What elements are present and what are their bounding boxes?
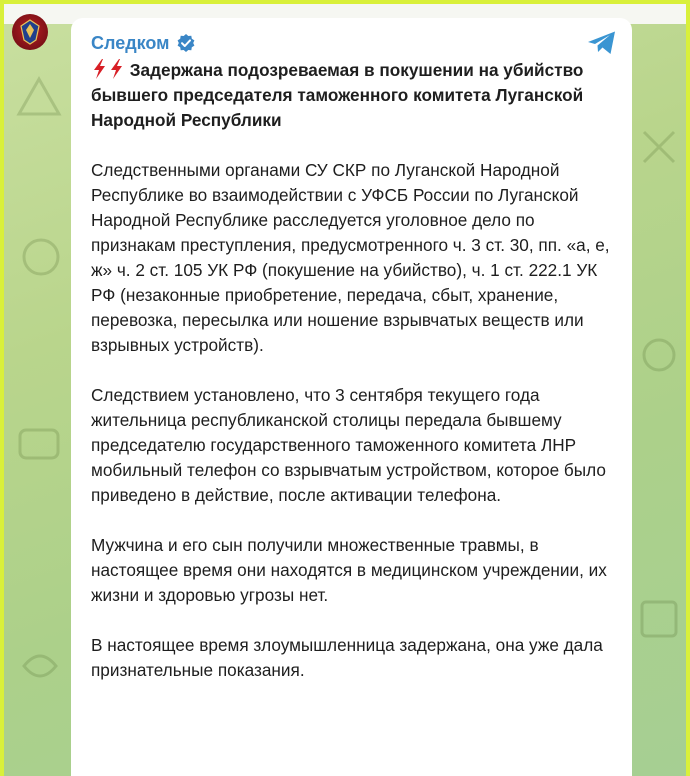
post-paragraph: Следственными органами СУ СКР по Луганской Народной Республике во взаимодействии с УФСБ России по Луганской Народной Республике расследуется уголовное дело по признакам преступления, предусмотренного ч. 3 ст. 30, пп. «а, е, ж» ч. 2 ст. 105 УК РФ (покушение на убийство), ч. 1 ст. 222.1 УК РФ (незаконные приобретение, передача, сбыт, хранение, перевозка, пересылка или ношение взрывчатых веществ или взрывных устройств). [91,160,610,355]
emblem-icon [12,14,48,50]
background-doodle-icon [636,594,682,644]
background-doodle-icon [636,124,682,170]
message-bubble [71,18,632,776]
background-doodle-icon [18,234,64,280]
background-doodle-icon [638,334,680,376]
telegram-icon[interactable] [586,30,618,56]
chat-background [4,4,686,776]
channel-name[interactable]: Следком [91,32,170,53]
post-body [91,58,611,708]
background-doodle-icon [14,74,64,124]
post-title-text: Задержана подозреваемая в покушении на убийство бывшего председателя таможенного комитета Луганской Народной Республики [91,60,584,130]
lightning-emoji-icon [91,58,108,80]
message-header [91,30,196,56]
post-paragraph: Мужчина и его сын получили множественные травмы, в настоящее время они находятся в медицинском учреждении, их жизни и здоровью угрозы нет. [91,535,607,605]
background-doodle-icon [14,424,64,464]
post-paragraph: В настоящее время злоумышленница задержана, она уже дала признательные показания. [91,635,603,680]
background-doodle-icon [18,644,62,688]
channel-avatar[interactable] [12,14,48,50]
lightning-emoji-icon [108,58,125,80]
verified-badge-icon [176,33,196,53]
post-title [91,58,611,133]
post-paragraph: Следствием установлено, что 3 сентября текущего года жительница республиканской столицы передала бывшему председателю государственного таможенного комитета ЛНР мобильный телефон со взрывчатым устройством, которое было приведено в действие, после активации телефона. [91,385,606,505]
